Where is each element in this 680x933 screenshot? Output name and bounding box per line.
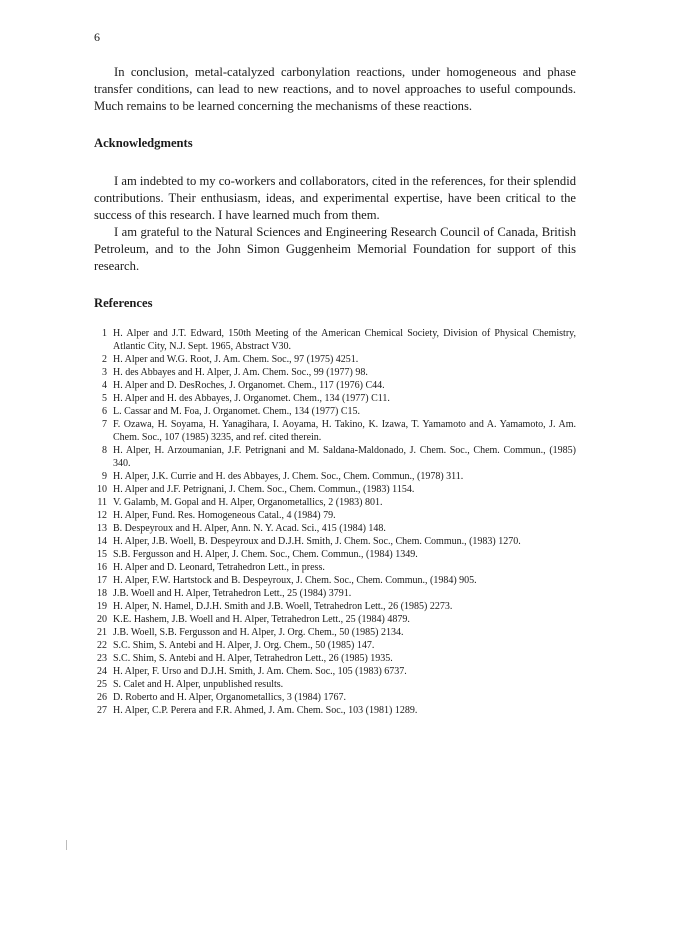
reference-text: H. Alper, J.B. Woell, B. Despeyroux and D.J.H. Smith, J. Chem. Soc., Chem. Commun., (1983) 1270. (113, 536, 521, 547)
reference-number: 13 (97, 523, 107, 534)
reference-number: 21 (97, 627, 107, 638)
reference-text: H. Alper, Fund. Res. Homogeneous Catal., 4 (1984) 79. (113, 510, 336, 521)
reference-item (94, 574, 576, 587)
reference-text: V. Galamb, M. Gopal and H. Alper, Organometallics, 2 (1983) 801. (113, 497, 383, 508)
reference-item (94, 418, 576, 444)
reference-number: 23 (97, 653, 107, 664)
reference-number: 8 (102, 445, 107, 456)
reference-text: H. Alper and D. Leonard, Tetrahedron Lett., in press. (113, 562, 325, 573)
acknowledgments-heading: Acknowledgments (94, 136, 193, 150)
reference-text: H. Alper, F. Urso and D.J.H. Smith, J. Am. Chem. Soc., 105 (1983) 6737. (113, 666, 407, 677)
reference-text: H. des Abbayes and H. Alper, J. Am. Chem. Soc., 99 (1977) 98. (113, 367, 368, 378)
reference-text: H. Alper, C.P. Perera and F.R. Ahmed, J. Am. Chem. Soc., 103 (1981) 1289. (113, 705, 418, 716)
reference-text: F. Ozawa, H. Soyama, H. Yanagihara, I. Aoyama, H. Takino, K. Izawa, T. Yamamoto and A. Yamamoto, J. Am. Chem. Soc., 107 (1985) 3235, and ref. cited therein. (113, 419, 576, 443)
reference-item (94, 639, 576, 652)
reference-item (94, 548, 576, 561)
reference-item (94, 691, 576, 704)
reference-number: 1 (102, 328, 107, 339)
reference-text: H. Alper and H. des Abbayes, J. Organomet. Chem., 134 (1977) C11. (113, 393, 390, 404)
reference-item (94, 652, 576, 665)
reference-number: 12 (97, 510, 107, 521)
reference-number: 4 (102, 380, 107, 391)
page-number: 6 (94, 30, 100, 44)
reference-item (94, 470, 576, 483)
page-content (94, 64, 576, 717)
conclusion-paragraph: In conclusion, metal-catalyzed carbonylation reactions, under homogeneous and phase transfer conditions, can lead to new reactions, and to novel approaches to useful compounds. Much remains to be learned concerning the mechanisms of these reactions. (94, 65, 576, 113)
reference-number: 19 (97, 601, 107, 612)
reference-text: S. Calet and H. Alper, unpublished results. (113, 679, 284, 690)
reference-item (94, 366, 576, 379)
reference-number: 25 (97, 679, 107, 690)
reference-text: S.C. Shim, S. Antebi and H. Alper, J. Org. Chem., 50 (1985) 147. (113, 640, 375, 651)
reference-item (94, 405, 576, 418)
reference-item (94, 353, 576, 366)
reference-number: 27 (97, 705, 107, 716)
reference-item (94, 327, 576, 353)
reference-item (94, 626, 576, 639)
reference-number: 3 (102, 367, 107, 378)
reference-text: S.C. Shim, S. Antebi and H. Alper, Tetrahedron Lett., 26 (1985) 1935. (113, 653, 393, 664)
reference-text: H. Alper, F.W. Hartstock and B. Despeyroux, J. Chem. Soc., Chem. Commun., (1984) 905. (113, 575, 477, 586)
reference-text: H. Alper and J.F. Petrignani, J. Chem. Soc., Chem. Commun., (1983) 1154. (113, 484, 415, 495)
reference-text: H. Alper and J.T. Edward, 150th Meeting of the American Chemical Society, Division of Physical Chemistry, Atlantic City, N.J. Sept. 1965, Abstract V30. (113, 328, 576, 352)
reference-number: 10 (97, 484, 107, 495)
reference-number: 20 (97, 614, 107, 625)
reference-number: 24 (97, 666, 107, 677)
reference-text: H. Alper, H. Arzoumanian, J.F. Petrignani and M. Saldana-Maldonado, J. Chem. Soc., Chem. Commun., (1985) 340. (113, 445, 576, 469)
reference-list (94, 327, 576, 717)
reference-text: H. Alper, N. Hamel, D.J.H. Smith and J.B. Woell, Tetrahedron Lett., 26 (1985) 2273. (113, 601, 453, 612)
reference-text: H. Alper and W.G. Root, J. Am. Chem. Soc., 97 (1975) 4251. (113, 354, 359, 365)
reference-number: 22 (97, 640, 107, 651)
reference-text: L. Cassar and M. Foa, J. Organomet. Chem., 134 (1977) C15. (113, 406, 361, 417)
acknowledgments-paragraph: I am indebted to my co-workers and collaborators, cited in the references, for their splendid contributions. Their enthusiasm, ideas, and experimental expertise, have been critical to the success of this research. I have learned much from them. (94, 174, 576, 222)
reference-item (94, 561, 576, 574)
reference-item (94, 678, 576, 691)
reference-item (94, 483, 576, 496)
reference-text: K.E. Hashem, J.B. Woell and H. Alper, Tetrahedron Lett., 25 (1984) 4879. (113, 614, 410, 625)
reference-item (94, 522, 576, 535)
reference-text: H. Alper and D. DesRoches, J. Organomet. Chem., 117 (1976) C44. (113, 380, 385, 391)
reference-number: 16 (97, 562, 107, 573)
reference-item (94, 600, 576, 613)
reference-number: 11 (97, 497, 107, 508)
reference-item (94, 392, 576, 405)
reference-number: 6 (102, 406, 107, 417)
acknowledgments-paragraph: I am grateful to the Natural Sciences and Engineering Research Council of Canada, British Petroleum, and to the John Simon Guggenheim Memorial Foundation for support of this research. (94, 225, 576, 273)
references-heading: References (94, 296, 153, 310)
reference-item (94, 613, 576, 626)
reference-text: J.B. Woell, S.B. Fergusson and H. Alper, J. Org. Chem., 50 (1985) 2134. (113, 627, 404, 638)
reference-item (94, 496, 576, 509)
reference-text: H. Alper, J.K. Currie and H. des Abbayes, J. Chem. Soc., Chem. Commun., (1978) 311. (113, 471, 464, 482)
reference-item (94, 665, 576, 678)
reference-item (94, 704, 576, 717)
reference-number: 5 (102, 393, 107, 404)
reference-text: D. Roberto and H. Alper, Organometallics, 3 (1984) 1767. (113, 692, 346, 703)
reference-item (94, 379, 576, 392)
reference-item (94, 587, 576, 600)
reference-number: 14 (97, 536, 107, 547)
margin-mark (66, 840, 67, 850)
reference-text: S.B. Fergusson and H. Alper, J. Chem. Soc., Chem. Commun., (1984) 1349. (113, 549, 418, 560)
reference-text: J.B. Woell and H. Alper, Tetrahedron Lett., 25 (1984) 3791. (113, 588, 352, 599)
reference-number: 26 (97, 692, 107, 703)
reference-item (94, 535, 576, 548)
reference-item (94, 509, 576, 522)
reference-number: 15 (97, 549, 107, 560)
reference-number: 18 (97, 588, 107, 599)
reference-text: B. Despeyroux and H. Alper, Ann. N. Y. Acad. Sci., 415 (1984) 148. (113, 523, 386, 534)
reference-number: 9 (102, 471, 107, 482)
reference-item (94, 444, 576, 470)
reference-number: 7 (102, 419, 107, 430)
reference-number: 2 (102, 354, 107, 365)
reference-number: 17 (97, 575, 107, 586)
